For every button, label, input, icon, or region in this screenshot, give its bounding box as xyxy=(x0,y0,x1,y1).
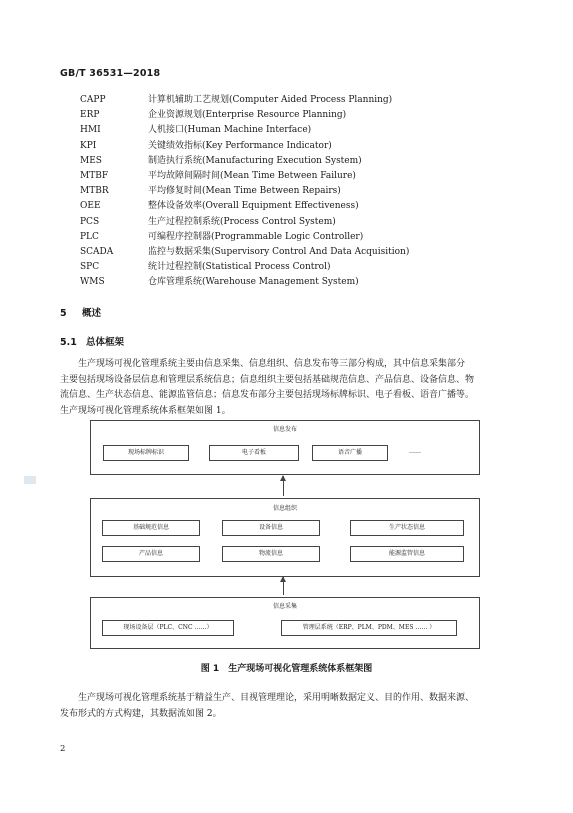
abbreviation-term: HMI xyxy=(80,125,101,136)
info-publish-title: 信息发布 xyxy=(272,426,297,433)
paragraph-line: 生产现场可视化管理系统体系框架如图 1。 xyxy=(60,405,231,416)
section-number: 5 xyxy=(60,308,67,319)
abbreviation-row xyxy=(80,93,540,108)
abbreviation-row xyxy=(80,169,540,184)
abbreviation-definition: 可编程序控制器(Programmable Logic Controller) xyxy=(148,231,364,242)
electronic-board-box: 电子看板 xyxy=(209,445,299,461)
up-arrow-icon xyxy=(283,577,284,595)
abbreviation-definition: 平均修复时间(Mean Time Between Repairs) xyxy=(148,186,341,197)
abbreviation-definition: 关键绩效指标(Key Performance Indicator) xyxy=(148,140,332,151)
figure-1-caption: 图 1 生产现场可视化管理系统体系框架图 xyxy=(200,664,373,674)
production-status-info-box: 生产状态信息 xyxy=(350,520,464,536)
abbreviation-definition: 统计过程控制(Statistical Process Control) xyxy=(148,262,331,273)
abbreviation-term: PCS xyxy=(80,216,100,227)
paragraph-line: 主要包括现场设备层信息和管理层系统信息；信息组织主要包括基础规范信息、产品信息、设备信息、物 xyxy=(60,374,475,385)
abbreviation-term: WMS xyxy=(80,277,105,288)
abbreviation-definition: 人机接口(Human Machine Interface) xyxy=(148,125,312,136)
paragraph-line: 生产现场可视化管理系统基于精益生产、目视管理理论，采用明晰数据定义、目的作用、数据来源、 xyxy=(78,693,475,703)
abbreviation-definition: 生产过程控制系统(Process Control System) xyxy=(148,216,336,227)
abbreviation-term: SPC xyxy=(80,262,100,273)
section-5-heading xyxy=(60,305,101,319)
standard-header: GB/T 36531—2018 xyxy=(60,68,161,79)
abbreviation-term: MES xyxy=(80,155,102,166)
abbreviation-term: MTBF xyxy=(80,170,109,181)
abbreviation-term: KPI xyxy=(80,140,97,151)
abbreviation-row xyxy=(80,275,540,290)
paragraph-line: 发布形式的方式构建，其数据流如图 2。 xyxy=(60,708,222,719)
equipment-info-box: 设备信息 xyxy=(222,520,320,536)
paragraph-line: 生产现场可视化管理系统主要由信息采集、信息组织、信息发布等三部分构成，其中信息采集部分 xyxy=(78,359,466,369)
section-5-1-heading xyxy=(60,334,124,348)
energy-monitoring-info-box: 能源监管信息 xyxy=(350,546,464,562)
abbreviation-row xyxy=(80,154,540,169)
abbreviation-term: SCADA xyxy=(80,246,114,257)
basic-spec-info-box: 基础规范信息 xyxy=(102,520,200,536)
abbreviation-row xyxy=(80,108,540,123)
abbreviation-definition: 整体设备效率(Overall Equipment Effectiveness) xyxy=(148,201,359,212)
abbreviation-definition: 监控与数据采集(Supervisory Control And Data Acquisition) xyxy=(148,246,410,257)
info-organize-title: 信息组织 xyxy=(272,505,297,512)
info-organize-frame xyxy=(90,498,480,577)
abbreviation-row xyxy=(80,139,540,154)
abbreviation-definition: 企业资源规划(Enterprise Resource Planning) xyxy=(148,110,347,121)
info-collect-title: 信息采集 xyxy=(272,603,297,610)
abbreviation-term: ERP xyxy=(80,110,100,121)
info-collect-frame xyxy=(90,597,480,649)
section-title: 概述 xyxy=(82,308,102,319)
abbreviation-definition: 制造执行系统(Manufacturing Execution System) xyxy=(148,155,362,166)
abbreviation-definition: 计算机辅助工艺规划(Computer Aided Process Planning) xyxy=(148,95,393,105)
abbreviation-term: MTBR xyxy=(80,186,109,197)
abbreviation-definition: 平均故障间隔时间(Mean Time Between Failure) xyxy=(148,170,356,181)
site-signage-box: 现场标牌标识 xyxy=(103,445,189,461)
abbreviation-term: OEE xyxy=(80,201,101,212)
more-ellipsis: …… xyxy=(409,448,421,455)
abbreviation-row xyxy=(80,230,540,245)
paragraph-line: 流信息、生产状态信息、能源监管信息；信息发布部分主要包括现场标牌标识、电子看板、语音广播等。 xyxy=(60,390,475,400)
abbreviation-term: PLC xyxy=(80,231,99,242)
field-device-layer-box: 现场设备层（PLC、CNC ……） xyxy=(102,620,234,636)
info-publish-frame xyxy=(90,420,480,475)
up-arrow-icon xyxy=(283,476,284,496)
margin-mark xyxy=(24,476,36,484)
abbreviation-row xyxy=(80,123,540,138)
management-system-box: 管理层系统（ERP、PLM、PDM、MES …… ） xyxy=(281,620,457,636)
abbreviation-row xyxy=(80,184,540,199)
abbreviation-list xyxy=(80,93,540,290)
product-info-box: 产品信息 xyxy=(102,546,200,562)
abbreviation-row xyxy=(80,199,540,214)
abbreviation-row xyxy=(80,260,540,275)
voice-broadcast-box: 语音广播 xyxy=(312,445,388,461)
page-number: 2 xyxy=(60,744,66,754)
paragraph-dataflow xyxy=(60,691,515,722)
paragraph-framework xyxy=(60,357,515,419)
abbreviation-row xyxy=(80,215,540,230)
section-title: 总体框架 xyxy=(86,337,125,348)
section-number: 5.1 xyxy=(60,337,77,348)
abbreviation-row xyxy=(80,245,540,260)
logistics-info-box: 物流信息 xyxy=(222,546,320,562)
abbreviation-definition: 仓库管理系统(Warehouse Management System) xyxy=(148,277,359,288)
figure-1-framework-diagram xyxy=(90,420,480,650)
abbreviation-term: CAPP xyxy=(80,95,106,105)
